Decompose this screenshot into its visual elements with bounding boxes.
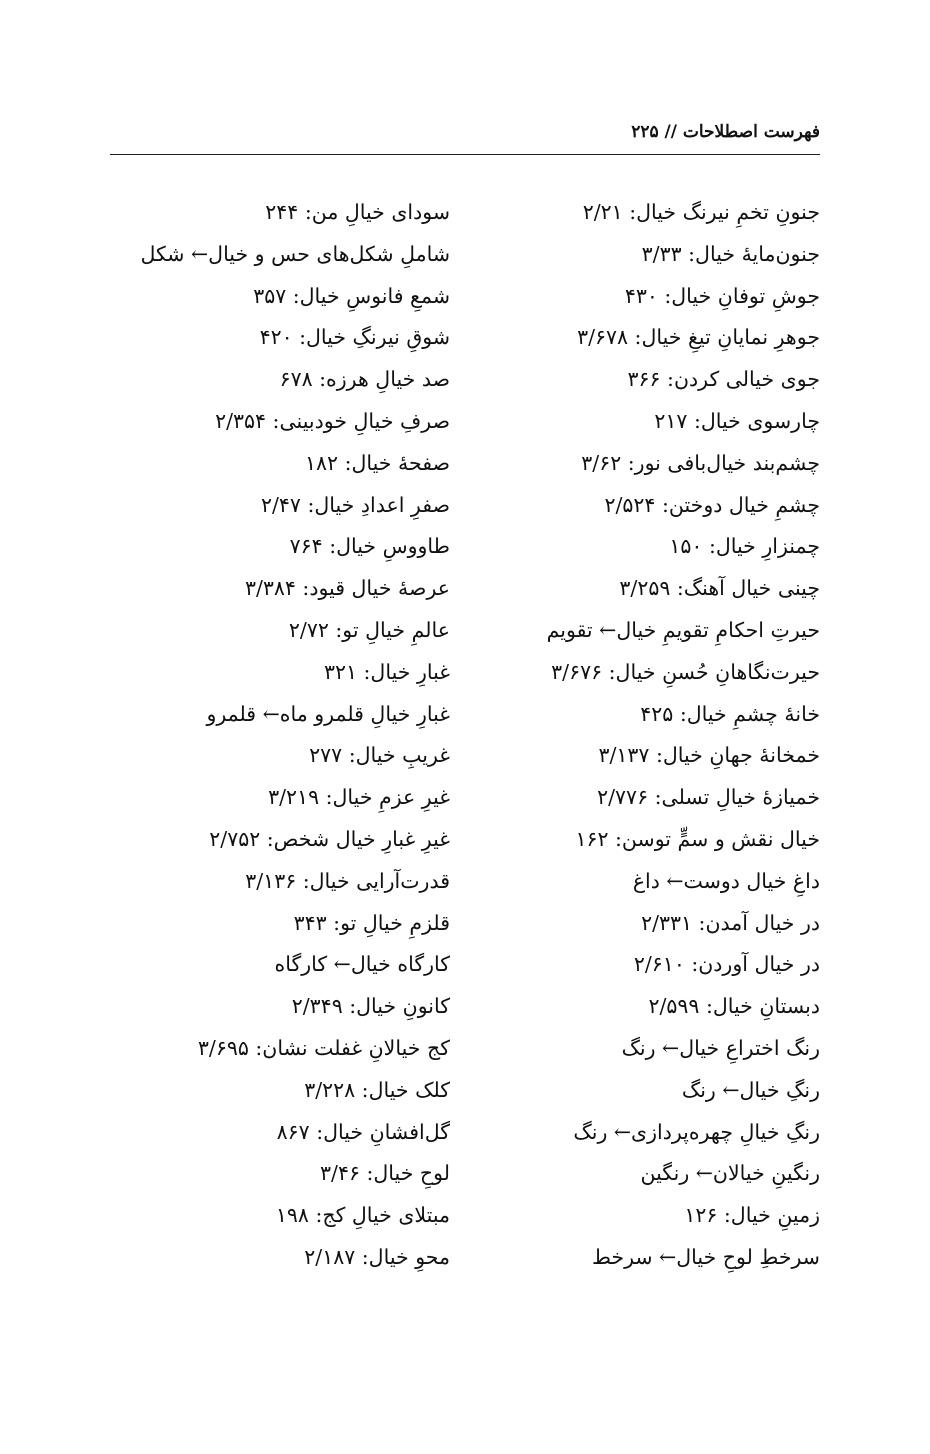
index-entry: صفرِ اعدادِ خیال: ۲/۴۷ — [260, 492, 450, 517]
index-entry: مبتلای خیالِ کج: ۱۹۸ — [275, 1203, 450, 1228]
index-entry: عرصهٔ خیال قیود: ۳/۳۸۴ — [244, 576, 450, 601]
index-entry: حیرتِ احکامِ تقویمِ خیال← تقویم — [546, 617, 820, 642]
index-entry: جوی خیالی کردن: ۳۶۶ — [627, 367, 820, 392]
index-entry: در خیال آمدن: ۲/۳۳۱ — [641, 910, 820, 935]
index-entry: عالمِ خیالِ تو: ۲/۷۲ — [288, 617, 450, 642]
index-entry: جنون‌مایهٔ خیال: ۳/۳۳ — [641, 241, 820, 266]
index-entry: غبارِ خیالِ قلمرو ماه← قلمرو — [206, 701, 450, 726]
index-entry: گل‌افشانِ خیال: ۸۶۷ — [276, 1119, 450, 1144]
index-entry: صفحهٔ خیال: ۱۸۲ — [305, 450, 450, 475]
index-entry: محوِ خیال: ۲/۱۸۷ — [304, 1244, 450, 1269]
index-entry: جنونِ تخمِ نیرنگ خیال: ۲/۲۱ — [582, 200, 820, 224]
index-entry: چارسوی خیال: ۲۱۷ — [654, 408, 820, 433]
index-entry: خانهٔ چشمِ خیال: ۴۲۵ — [640, 701, 820, 726]
index-entry: کانونِ خیال: ۲/۳۴۹ — [291, 994, 450, 1019]
index-entry: چشم‌بند خیال‌بافی نور: ۳/۶۲ — [581, 450, 820, 475]
index-entry: شاملِ شکل‌های حس و خیال← شکل — [140, 241, 450, 266]
index-entry: غیرِ عزمِ خیال: ۳/۲۱۹ — [268, 785, 450, 810]
index-entry: کلک خیال: ۳/۲۲۸ — [304, 1077, 450, 1102]
index-entry: کج خیالانِ غفلت نشان: ۳/۶۹۵ — [197, 1035, 450, 1060]
index-entry: قدرت‌آرایی خیال: ۳/۱۳۶ — [245, 868, 450, 893]
index-entry: چمنزارِ خیال: ۱۵۰ — [669, 534, 820, 559]
index-column-right — [480, 192, 820, 1279]
index-entry: در خیال آوردن: ۲/۶۱۰ — [633, 952, 820, 977]
index-entry: شمعِ فانوسِ خیال: ۳۵۷ — [253, 283, 450, 308]
index-entry: شوقِ نیرنگِ خیال: ۴۲۰ — [259, 325, 450, 350]
index-entry: خمخانهٔ جهانِ خیال: ۳/۱۳۷ — [598, 743, 820, 768]
index-entry: چینی خیال آهنگ: ۳/۲۵۹ — [619, 576, 820, 601]
index-entry: خیال نقش و سمٍّ توسن: ۱۶۲ — [575, 826, 820, 851]
index-entry: کارگاه خیال← کارگاه — [274, 952, 450, 977]
index-entry: سودای خیالِ من: ۲۴۴ — [265, 200, 450, 224]
index-entry: رنگِ خیالِ چهره‌پردازی← رنگ — [573, 1119, 820, 1144]
index-entry: صد خیالِ هرزه: ۶۷۸ — [279, 367, 450, 392]
index-entry: دبستانِ خیال: ۲/۵۹۹ — [648, 994, 820, 1019]
index-entry: رنگینِ خیالان← رنگین — [640, 1161, 820, 1186]
index-entry: سرخطِ لوحِ خیال← سرخط — [591, 1244, 820, 1269]
index-entry: جوشِ توفانِ خیال: ۴۳۰ — [624, 283, 820, 308]
index-entry: طاووسِ خیال: ۷۶۴ — [289, 534, 450, 559]
running-head: فهرست اصطلاحات // ۲۲۵ — [631, 122, 820, 142]
index-column-left — [100, 192, 450, 1279]
index-entry: صرفِ خیالِ خودبینی: ۲/۳۵۴ — [215, 408, 450, 433]
index-entry: چشمِ خیال دوختن: ۲/۵۲۴ — [604, 492, 820, 517]
index-entry: قلزمِ خیالِ تو: ۳۴۳ — [293, 910, 450, 935]
index-entry: رنگِ خیال← رنگ — [681, 1077, 820, 1102]
index-entry: حیرت‌نگاهانِ حُسنِ خیال: ۳/۶۷۶ — [551, 659, 820, 684]
index-entry: غیرِ غبارِ خیال شخص: ۲/۷۵۲ — [209, 826, 450, 851]
index-entry: زمینِ خیال: ۱۲۶ — [684, 1203, 820, 1228]
page-header — [110, 118, 820, 155]
index-entry: غریبِ خیال: ۲۷۷ — [309, 743, 450, 768]
index-entry: لوحِ خیال: ۳/۴۶ — [320, 1161, 450, 1186]
index-entry: جوهرِ نمایانِ تیغِ خیال: ۳/۶۷۸ — [577, 325, 820, 350]
index-entry: خمیازهٔ خیالِ تسلی: ۲/۷۷۶ — [597, 785, 820, 810]
index-entry: غبارِ خیال: ۳۲۱ — [323, 659, 450, 684]
index-entry: داغِ خیال دوست← داغ — [632, 868, 820, 893]
index-entry: رنگ اختراعِ خیال← رنگ — [621, 1035, 820, 1060]
